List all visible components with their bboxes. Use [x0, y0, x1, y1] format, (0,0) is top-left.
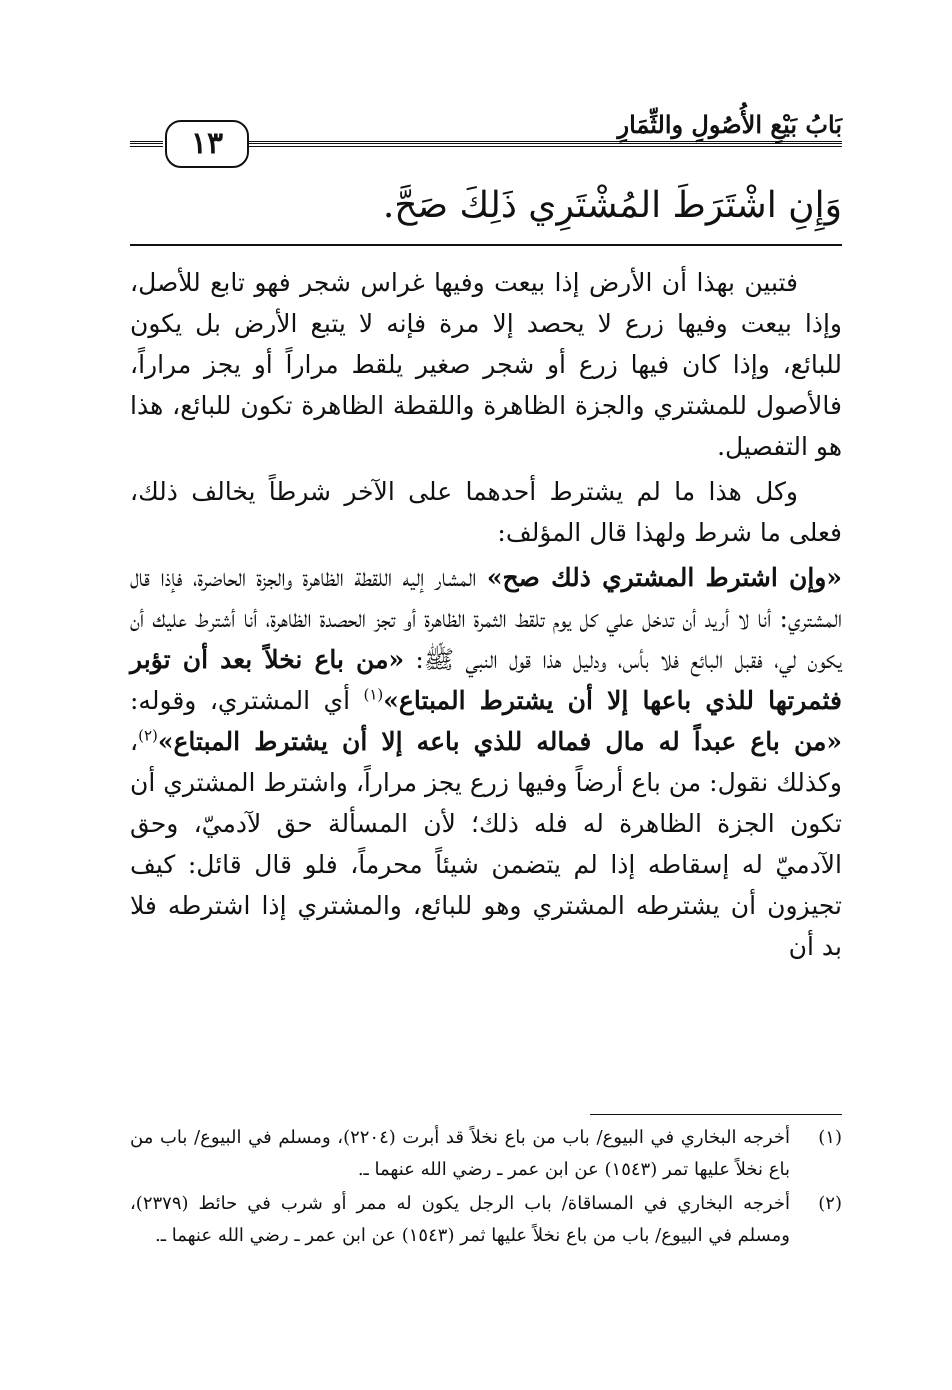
- matn-quote: «وإن اشترط المشتري ذلك صح»: [486, 563, 843, 592]
- matn-text: وَإِنِ اشْتَرَطَ المُشْتَرِي ذَلِكَ صَحَّ.: [382, 185, 842, 226]
- matn-divider: [130, 244, 842, 246]
- header-rule-right: [248, 141, 842, 147]
- commentary-text-1: المشار إليه اللقطة الظاهرة والجزة الحاضرة، فإذا قال المشتري: أنا لا أريد أن تدخل علي كل يوم تلقط الثمرة الظاهرة أو تجز الحصدة الظاهرة، أنا أشترط عليك أن يكون لي، فقبل البائع فلا بأس، ودليل هذا قول النبي ﷺ:: [130, 563, 842, 674]
- footnote-number: (١): [818, 1127, 842, 1148]
- footnotes: [130, 1122, 842, 1254]
- commentary-text-3: ، وكذلك نقول: من باع أرضاً وفيها زرع يجز مراراً، واشترط المشتري أن تكون الجزة الظاهرة له فله ذلك؛ لأن المسألة حق لآدميّ، وحق الآدميّ له إسقاطه إذا لم يتضمن شيئاً محرماً، فلو قال قائل: كيف تجيزون أن يشترطه المشتري وهو للبائع، والمشتري إذا اشترطه فلا بد أن: [130, 727, 842, 961]
- footnote-number: (٢): [818, 1193, 842, 1214]
- page-header: [130, 100, 842, 170]
- footnote-ref-1[interactable]: (١): [363, 685, 384, 704]
- body-text: [130, 262, 842, 971]
- footnote-divider: [590, 1114, 842, 1115]
- footnote-1: [130, 1122, 842, 1186]
- chapter-title: بَابُ بَيْعِ الأُصُولِ والثِّمَارِ: [617, 110, 842, 139]
- footnote-text: أخرجه البخاري في البيوع/ باب من باع نخلاً قد أبرت (٢٢٠٤)، ومسلم في البيوع/ باب من باع نخلاً عليها تمر (١٥٤٣) عن ابن عمر ـ رضي الله عنهما ـ.: [130, 1127, 790, 1180]
- footnote-ref-2[interactable]: (٢): [138, 726, 158, 745]
- paragraph-1: فتبين بهذا أن الأرض إذا بيعت وفيها غراس شجر فهو تابع للأصل، وإذا بيعت وفيها زرع لا يحصد إلا مرة فإنه لا يتبع الأرض بل يكون للبائع، وإذا كان فيها زرع أو شجر صغير يلقط مراراً أو يجز مراراً، فالأصول للمشتري والجزة الظاهرة واللقطة الظاهرة تكون للبائع، هذا هو التفصيل.: [130, 268, 842, 461]
- page-number: ١٣: [165, 120, 249, 168]
- commentary-text-2: أي المشتري، وقوله:: [130, 686, 364, 715]
- paragraph-2: وكل هذا ما لم يشترط أحدهما على الآخر شرطاً يخالف ذلك، فعلى ما شرط ولهذا قال المؤلف:: [130, 477, 842, 547]
- header-rule-left: [130, 141, 163, 147]
- hadith-quote-1: «من باع نخلاً بعد أن تؤبر فثمرتها للذي باعها إلا أن يشترط المبتاع»: [130, 645, 842, 715]
- paragraph-3: [130, 557, 842, 967]
- hadith-quote-2: «من باع عبداً له مال فماله للذي باعه إلا أن يشترط المبتاع»: [157, 727, 842, 756]
- footnote-2: [130, 1188, 842, 1252]
- footnote-text: أخرجه البخاري في المساقاة/ باب الرجل يكون له ممر أو شرب في حائط (٢٣٧٩)، ومسلم في البيوع/ باب من باع نخلاً عليها ثمر (١٥٤٣) عن ابن عمر ـ رضي الله عنهما ـ.: [130, 1193, 790, 1246]
